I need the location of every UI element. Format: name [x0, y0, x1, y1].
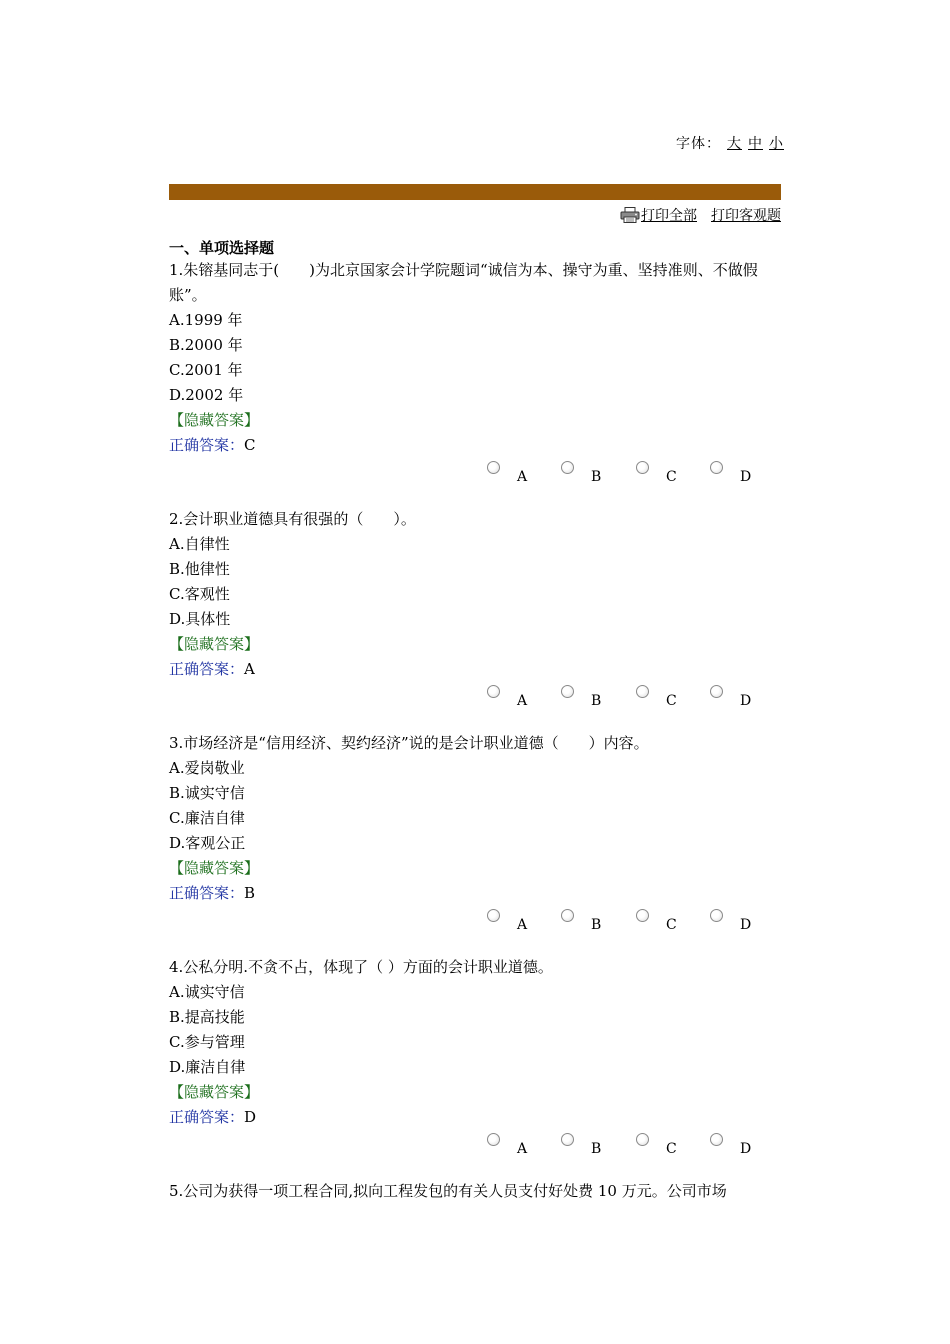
correct-answer — [169, 881, 784, 906]
font-size-label: 字体： — [676, 136, 721, 152]
print-toolbar — [560, 205, 781, 225]
radio-label: D — [740, 693, 752, 709]
radio-label: D — [740, 1141, 752, 1157]
question-3 — [169, 731, 784, 906]
radio-b[interactable] — [558, 1133, 618, 1157]
question-stem: 2.会计职业道德具有很强的（ ）。 — [169, 510, 416, 528]
radio-a[interactable] — [484, 909, 544, 933]
hide-answer-link[interactable]: 【隐藏答案】 — [169, 635, 260, 653]
radio-c[interactable] — [633, 909, 693, 933]
radio-b[interactable] — [558, 909, 618, 933]
option-c: C.2001 年 — [169, 361, 243, 379]
radio-circle-icon[interactable] — [487, 909, 500, 922]
radio-label: C — [666, 693, 677, 709]
radio-b[interactable] — [558, 685, 618, 709]
radio-circle-icon[interactable] — [561, 909, 574, 922]
correct-answer — [169, 433, 784, 458]
question-stem: 3.市场经济是“信用经济、契约经济”说的是会计职业道德（ ）内容。 — [169, 734, 649, 752]
option-b: B.提高技能 — [169, 1008, 245, 1026]
question-4 — [169, 955, 784, 1130]
radio-label: A — [517, 1141, 528, 1157]
option-b: B.2000 年 — [169, 336, 243, 354]
radio-circle-icon[interactable] — [561, 461, 574, 474]
correct-answer-value: D — [244, 1108, 257, 1126]
radio-circle-icon[interactable] — [636, 1133, 649, 1146]
option-a: A.爱岗敬业 — [169, 759, 245, 777]
radio-label: A — [517, 917, 528, 933]
correct-answer — [169, 657, 784, 682]
radio-c[interactable] — [633, 685, 693, 709]
radio-d[interactable] — [707, 1133, 767, 1157]
radio-circle-icon[interactable] — [710, 685, 723, 698]
section-title: 一、单项选择题 — [169, 239, 275, 257]
print-all-link[interactable]: 打印全部 — [641, 208, 697, 224]
radio-label: B — [591, 693, 602, 709]
radio-circle-icon[interactable] — [487, 461, 500, 474]
question-1 — [169, 258, 784, 458]
option-d: D.客观公正 — [169, 834, 246, 852]
option-a: A.1999 年 — [169, 311, 243, 329]
radio-circle-icon[interactable] — [710, 1133, 723, 1146]
font-size-medium-link[interactable]: 中 — [748, 136, 763, 152]
font-size-selector — [676, 133, 784, 153]
option-b: B.他律性 — [169, 560, 230, 578]
radio-label: C — [666, 469, 677, 485]
hide-answer-link[interactable]: 【隐藏答案】 — [169, 1083, 260, 1101]
font-size-small-link[interactable]: 小 — [769, 136, 784, 152]
radio-label: C — [666, 1141, 677, 1157]
header-bar — [169, 184, 781, 200]
radio-d[interactable] — [707, 685, 767, 709]
hide-answer-link[interactable]: 【隐藏答案】 — [169, 859, 260, 877]
radio-label: D — [740, 917, 752, 933]
correct-answer-label: 正确答案： — [169, 1108, 245, 1126]
question-stem: 5.公司为获得一项工程合同,拟向工程发包的有关人员支付好处费 10 万元。公司市场 — [169, 1182, 727, 1200]
option-c: C.参与管理 — [169, 1033, 245, 1051]
option-d: D.2002 年 — [169, 386, 244, 404]
option-d: D.廉洁自律 — [169, 1058, 246, 1076]
radio-c[interactable] — [633, 461, 693, 485]
option-a: A.诚实守信 — [169, 983, 245, 1001]
correct-answer — [169, 1105, 784, 1130]
radio-circle-icon[interactable] — [487, 685, 500, 698]
radio-label: B — [591, 469, 602, 485]
radio-label: C — [666, 917, 677, 933]
question-2 — [169, 507, 784, 682]
correct-answer-value: B — [244, 884, 256, 902]
hide-answer-link[interactable]: 【隐藏答案】 — [169, 411, 260, 429]
question-5 — [169, 1179, 784, 1204]
radio-circle-icon[interactable] — [636, 685, 649, 698]
question-stem: 1.朱镕基同志于( )为北京国家会计学院题词“诚信为本、操守为重、坚持准则、不做假账”。 — [169, 261, 758, 304]
option-c: C.廉洁自律 — [169, 809, 245, 827]
radio-circle-icon[interactable] — [710, 461, 723, 474]
radio-circle-icon[interactable] — [487, 1133, 500, 1146]
radio-label: A — [517, 469, 528, 485]
radio-circle-icon[interactable] — [561, 685, 574, 698]
radio-label: B — [591, 917, 602, 933]
radio-d[interactable] — [707, 461, 767, 485]
radio-label: D — [740, 469, 752, 485]
option-a: A.自律性 — [169, 535, 230, 553]
radio-label: B — [591, 1141, 602, 1157]
radio-a[interactable] — [484, 461, 544, 485]
option-c: C.客观性 — [169, 585, 230, 603]
radio-circle-icon[interactable] — [710, 909, 723, 922]
correct-answer-label: 正确答案： — [169, 436, 245, 454]
correct-answer-label: 正确答案： — [169, 884, 245, 902]
font-size-large-link[interactable]: 大 — [727, 136, 742, 152]
radio-a[interactable] — [484, 1133, 544, 1157]
print-objective-link[interactable]: 打印客观题 — [711, 208, 781, 224]
correct-answer-label: 正确答案： — [169, 660, 245, 678]
radio-a[interactable] — [484, 685, 544, 709]
radio-label: A — [517, 693, 528, 709]
radio-c[interactable] — [633, 1133, 693, 1157]
option-d: D.具体性 — [169, 610, 231, 628]
correct-answer-value: C — [244, 436, 256, 454]
radio-circle-icon[interactable] — [561, 1133, 574, 1146]
correct-answer-value: A — [244, 660, 255, 678]
radio-circle-icon[interactable] — [636, 461, 649, 474]
printer-icon[interactable] — [620, 207, 640, 223]
question-stem: 4.公私分明.不贪不占，体现了（ ）方面的会计职业道德。 — [169, 958, 553, 976]
radio-d[interactable] — [707, 909, 767, 933]
option-b: B.诚实守信 — [169, 784, 245, 802]
radio-circle-icon[interactable] — [636, 909, 649, 922]
radio-b[interactable] — [558, 461, 618, 485]
